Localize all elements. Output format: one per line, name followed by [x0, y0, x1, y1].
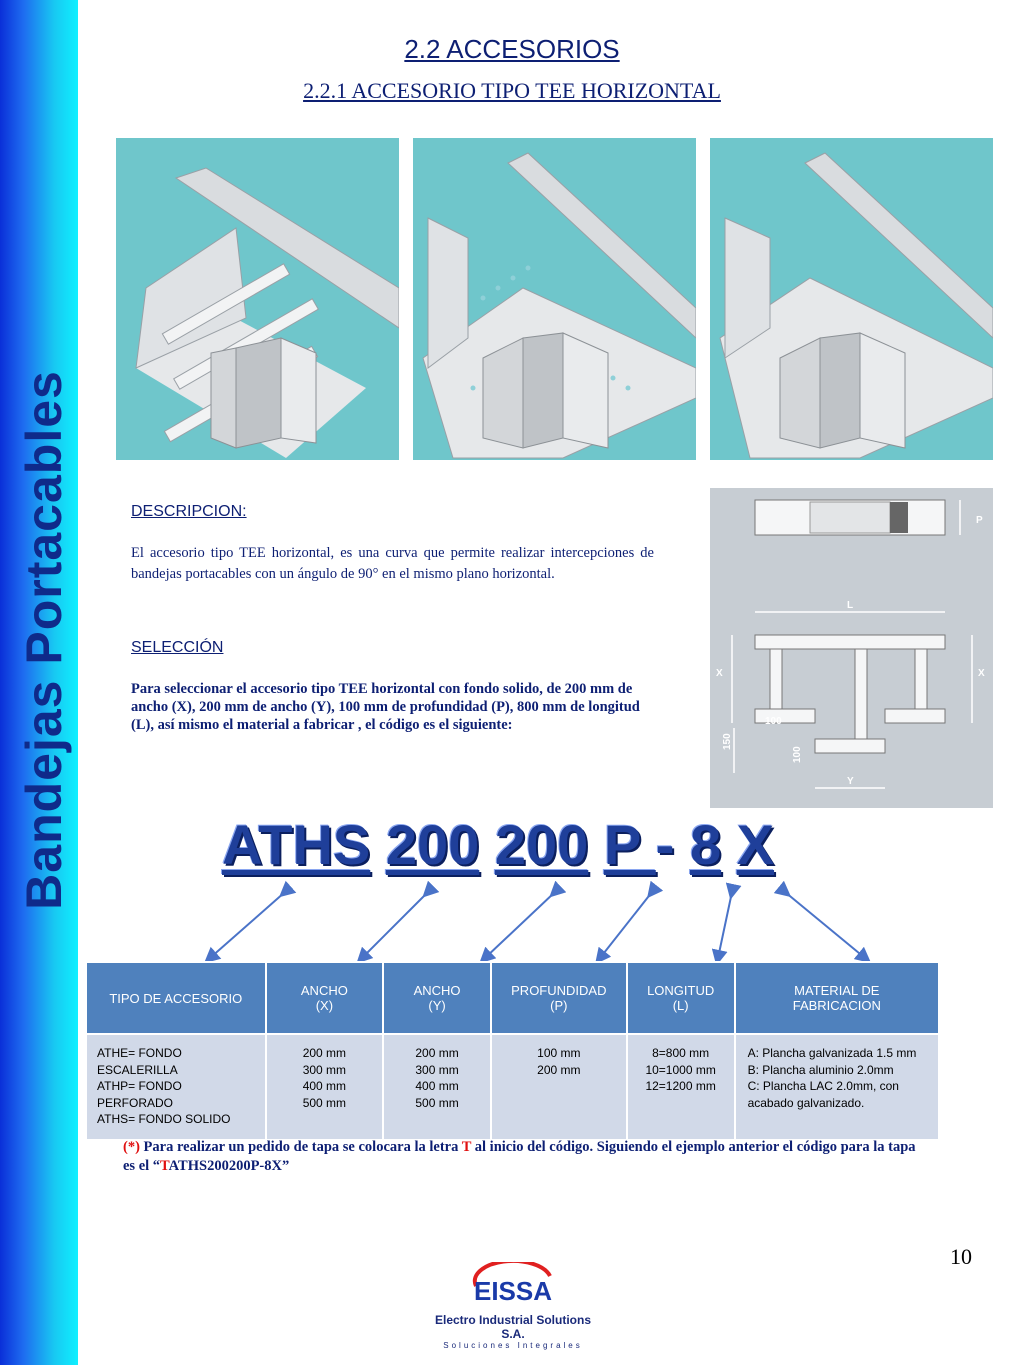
description-text: El accesorio tipo TEE horizontal, es una curva que permite realizar intercepciones de bandejas portacables con un ángulo de 90° en el mismo plano horizontal.	[131, 545, 654, 582]
photo-tee-perforated	[413, 138, 696, 460]
label-x-left: X	[716, 668, 723, 679]
cell-ancho-y: 200 mm 300 mm 400 mm 500 mm	[383, 1034, 491, 1140]
cell-ancho-x: 200 mm 300 mm 400 mm 500 mm	[266, 1034, 384, 1140]
code-arrows	[0, 880, 1024, 965]
technical-drawing	[710, 488, 993, 808]
label-150: 150	[722, 733, 733, 750]
header-profundidad: PROFUNDIDAD (P)	[491, 962, 627, 1034]
page-number: 10	[950, 1244, 972, 1269]
code-material: X	[736, 813, 775, 876]
label-100a: 100	[765, 716, 782, 727]
page-title: 2.2 ACCESORIOS	[404, 34, 620, 64]
code-width-x: 200	[385, 813, 480, 876]
header-longitud: LONGITUD (L)	[627, 962, 735, 1034]
description-heading: DESCRIPCION:	[131, 503, 247, 520]
cell-longitud: 8=800 mm 10=1000 mm 12=1200 mm	[627, 1034, 735, 1140]
label-l: L	[847, 600, 854, 611]
code-dash: -	[655, 813, 675, 876]
sidebar-title: Bandejas Portacables	[16, 370, 72, 910]
header-ancho-y: ANCHO (Y)	[383, 962, 491, 1034]
label-x-right: X	[978, 668, 985, 679]
table-row	[86, 1034, 939, 1140]
cell-tipo: ATHE= FONDO ESCALERILLA ATHP= FONDO PERFORADO ATHS= FONDO SOLIDO	[86, 1034, 266, 1140]
logo-tagline: Soluciones Integrales	[443, 1341, 583, 1350]
selection-heading: SELECCIÓN	[131, 639, 224, 656]
code-length: 8	[689, 813, 722, 876]
order-note: (*) Para realizar un pedido de tapa se colocara la letra T al inicio del código. Siguiendo el ejemplo anterior el código para la tapa es el “TATHS200200P-8X”	[123, 1139, 916, 1174]
header-material: MATERIAL DE FABRICACION	[735, 962, 939, 1034]
selection-text: Para seleccionar el accesorio tipo TEE horizontal con fondo solido, de 200 mm de ancho (X), 200 mm de ancho (Y), 100 mm de profundidad (P), 800 mm de longitud (L), así mismo el material a fabricar , el código es el siguiente:	[131, 681, 640, 733]
table-header-row	[86, 962, 939, 1034]
logo-brand: EISSA	[473, 1276, 553, 1306]
logo-company: Electro Industrial Solutions S.A.	[434, 1313, 592, 1341]
page-subtitle: 2.2.1 ACCESORIO TIPO TEE HORIZONTAL	[303, 78, 721, 103]
spec-table	[85, 961, 940, 1141]
label-y: Y	[847, 776, 854, 787]
photo-tee-solid	[710, 138, 993, 460]
label-100b: 100	[792, 746, 803, 763]
label-p: P	[976, 515, 983, 526]
header-ancho-x: ANCHO (X)	[266, 962, 384, 1034]
header-tipo: TIPO DE ACCESORIO	[86, 962, 266, 1034]
cell-profundidad: 100 mm 200 mm	[491, 1034, 627, 1140]
company-logo	[428, 1262, 598, 1350]
code-width-y: 200	[494, 813, 589, 876]
photo-tee-ladder	[116, 138, 399, 460]
code-depth: P	[603, 813, 656, 876]
cell-material: A: Plancha galvanizada 1.5 mm B: Plancha aluminio 2.0mm C: Plancha LAC 2.0mm, con acabado galvanizado.	[735, 1034, 939, 1140]
code-type: ATHS	[222, 813, 371, 876]
